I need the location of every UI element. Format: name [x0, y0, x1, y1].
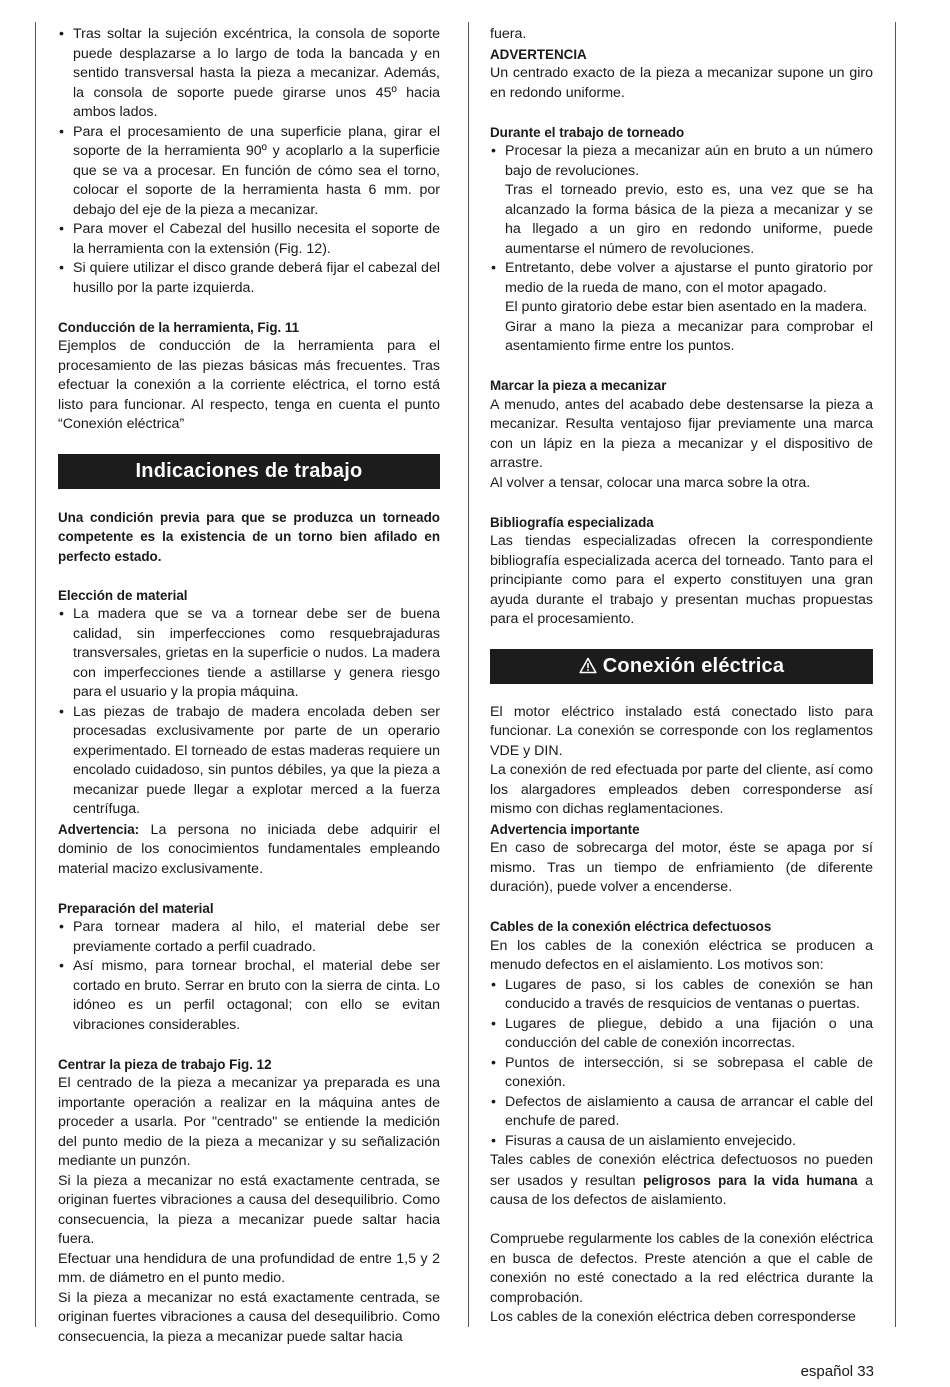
list-support: [58, 25, 440, 298]
list-item: • Lugares de paso, si los cables de conexión se han conducido a través de resquicios de ventanas o puertas.: [490, 976, 873, 1015]
paragraph-cables-intro: En los cables de la conexión eléctrica se producen a menudo defectos en el aislamiento. Los motivos son:: [490, 937, 873, 973]
list-item: • Puntos de intersección, si se sobrepasa el cable de conexión.: [490, 1054, 873, 1093]
section-banner-conexion: [490, 649, 873, 684]
spacer: [490, 1211, 873, 1231]
list-item: • Las piezas de trabajo de madera encolada deben ser procesadas exclusivamente por parte de un operario experimentado. El torneado de estas maderas requiere un encolado cuidadoso, sin puntos débiles, ya que la pieza a mecanizar puede llegar a explotar merced a la fuerza centrífuga.: [58, 703, 440, 820]
paragraph-centrar-3: Efectuar una hendidura de una profundidad de entre 1,5 y 2 mm. de diámetro en el punto medio.: [58, 1250, 440, 1286]
section-heading-eleccion: Elección de material: [58, 587, 188, 603]
advertencia-label: Advertencia:: [58, 821, 140, 837]
warning-triangle-icon: [579, 657, 597, 674]
section-heading-conduccion: Conducción de la herramienta, Fig. 11: [58, 319, 300, 335]
list-item: • La madera que se va a tornear debe ser de buena calidad, sin imperfecciones como resquebrajaduras transversales, grietas en la superficie o nudos. La madera con imperfecciones tiende a astillarse y genera riesgo para el usuario y la propia máquina.: [58, 605, 440, 703]
list-item: • Fisuras a causa de un aislamiento envejecido.: [490, 1132, 873, 1152]
section-banner-indicaciones: Indicaciones de trabajo: [58, 454, 440, 489]
section-heading-centrar: Centrar la pieza de trabajo Fig. 12: [58, 1056, 272, 1072]
list-durante: [490, 142, 873, 357]
tales-text-a: Tales cables de conexión eléctrica defectuosos no pueden ser usados y resultan: [490, 1152, 873, 1189]
advertencia-heading: ADVERTENCIA: [490, 46, 587, 62]
paragraph-continued: fuera.: [490, 26, 527, 42]
list-item: • Lugares de pliegue, debido a una fijación o una conducción del cable de conexión incorrectas.: [490, 1015, 873, 1054]
center-column-rule: [468, 22, 469, 1327]
list-item: • Tras soltar la sujeción excéntrica, la consola de soporte puede desplazarse a lo largo de toda la bancada y en sentido transversal hasta la pieza a mecanizar. Además, la consola de soporte puede girarse unos 45º hacia ambos lados.: [58, 25, 440, 123]
list-eleccion: [58, 605, 440, 820]
paragraph-advertencia-centrado: Un centrado exacto de la pieza a mecanizar supone un giro en redondo uniforme.: [490, 65, 873, 101]
advertencia-text: La persona no iniciada debe adquirir el dominio de los conocimientos fundamentales empleando material macizo exclusivamente.: [58, 821, 440, 877]
left-margin-rule: [35, 22, 36, 1327]
list-item-text: • Procesar la pieza a mecanizar aún en bruto a un número bajo de revoluciones.: [505, 143, 873, 179]
left-column: [58, 25, 440, 1347]
list-item-text: El punto giratorio debe estar bien asentado en la madera.: [505, 299, 868, 315]
right-column: [490, 25, 873, 1328]
list-item: [490, 259, 873, 357]
paragraph-centrar-2: Si la pieza a mecanizar no está exactamente centrada, se originan fuertes vibraciones a causa del desequilibrio. Como consecuencia, la pieza a mecanizar puede saltar hacia fuera.: [58, 1172, 440, 1247]
paragraph-compruebe: Compruebe regularmente los cables de la conexión eléctrica en busca de defectos. Preste atención a que el cable de conexión no esté conectado a la red eléctrica durante la comprobación.: [490, 1231, 873, 1306]
list-cables: [490, 976, 873, 1152]
tales-text-b: a causa de los defectos de aislamiento.: [490, 1172, 873, 1208]
list-item-text: • Entretanto, debe volver a ajustarse el punto giratorio por medio de la rueda de mano, con el motor apagado.: [505, 260, 873, 296]
paragraph-conexion-2: La conexión de red efectuada por parte del cliente, así como los alargadores empleados deben corresponderse así mismo con dichas reglamentaciones.: [490, 762, 873, 817]
list-item: • Para mover el Cabezal del husillo necesita el soporte de la herramienta con la extensión (Fig. 12).: [58, 220, 440, 259]
list-item-text: Tras el torneado previo, esto es, una vez que se ha alcanzado la forma básica de la pieza a mecanizar y se ha llegado a un giro en redondo uniforme, puede aumentarse el número de revoluciones.: [505, 182, 873, 257]
list-item-text: Girar a mano la pieza a mecanizar para comprobar el asentamiento firme entre los puntos.: [505, 318, 873, 354]
importante-heading: Advertencia importante: [490, 821, 640, 837]
paragraph-bibliografia: Las tiendas especializadas ofrecen la correspondiente bibliografía especializada acerca del torneado. Tanto para el principiante como para el experto constituyen una gran ayuda durante el trabajo y presentan muchas propuestas para el procesamiento.: [490, 533, 873, 627]
paragraph-marcar-2: Al volver a tensar, colocar una marca sobre la otra.: [490, 474, 811, 491]
page-footer: español 33: [800, 1363, 874, 1380]
list-item: • Para tornear madera al hilo, el material debe ser previamente cortado a perfil cuadrado.: [58, 918, 440, 957]
list-item: • Así mismo, para tornear brochal, el material debe ser cortado en bruto. Serrar en bruto con la sierra de cinta. Lo idóneo es un perfil octagonal; con ello se evitan vibraciones considerables.: [58, 957, 440, 1035]
section-heading-cables: Cables de la conexión eléctrica defectuosos: [490, 919, 772, 934]
paragraph-last: Los cables de la conexión eléctrica deben corresponderse: [490, 1309, 856, 1325]
paragraph-tales: [490, 1151, 873, 1211]
tales-bold: peligrosos para la vida humana: [643, 1172, 858, 1188]
section-heading-bibliografia: Bibliografía especializada: [490, 514, 654, 530]
section-heading-preparacion: Preparación del material: [58, 900, 214, 916]
list-item: • Defectos de aislamiento a causa de arrancar el cable del enchufe de pared.: [490, 1093, 873, 1132]
list-preparacion: [58, 918, 440, 1035]
section-heading-durante: Durante el trabajo de torneado: [490, 124, 685, 140]
paragraph-importante: En caso de sobrecarga del motor, éste se apaga por sí mismo. Tras un tiempo de enfriamiento (de diferente duración), puede volver a encenderse.: [490, 840, 873, 895]
paragraph-centrar-4: Si la pieza a mecanizar no está exactamente centrada, se originan fuertes vibraciones a causa del desequilibrio. Como consecuencia, la pieza a mecanizar puede saltar hacia: [58, 1289, 440, 1345]
list-item: • Si quiere utilizar el disco grande deberá fijar el cabezal del husillo por la parte izquierda.: [58, 259, 440, 298]
intro-bold-paragraph: Una condición previa para que se produzca un torneado competente es la existencia de un torno bien afilado en perfecto estado.: [58, 509, 440, 564]
section-heading-marcar: Marcar la pieza a mecanizar: [490, 378, 667, 393]
right-margin-rule: [895, 22, 896, 1327]
paragraph-centrar-1: El centrado de la pieza a mecanizar ya preparada es una importante operación a realizar en la máquina antes de proceder a usarla. Por "centrado" se entiende la medición del punto medio de la pieza a mecanizar y su señalización mediante un punzón.: [58, 1075, 440, 1169]
paragraph-marcar-1: A menudo, antes del acabado debe destensarse la pieza a mecanizar. Resulta ventajoso fijar previamente una marca con un lápiz en la pieza a mecanizar y el dispositivo de arrastre.: [490, 396, 873, 471]
list-item: • Para el procesamiento de una superficie plana, girar el soporte de la herramienta 90º y acoplarlo a la superficie que se va a procesar. En función de cómo sea el torno, colocar el soporte de la herramienta hasta 6 mm. por debajo del eje de la pieza a mecanizar.: [58, 123, 440, 221]
banner-title: Conexión eléctrica: [602, 654, 785, 677]
paragraph-conduccion: Ejemplos de conducción de la herramienta para el procesamiento de las piezas básicas más frecuentes. Tras efectuar la conexión a la corriente eléctrica, el torno está listo para funcionar. Al respecto, tenga en cuenta el punto “Conexión eléctrica”: [58, 338, 440, 432]
list-item: [490, 142, 873, 259]
paragraph-advertencia: [58, 820, 440, 880]
paragraph-conexion-1: El motor eléctrico instalado está conectado listo para funcionar. La conexión se corresponde con los reglamentos VDE y DIN.: [490, 703, 873, 759]
